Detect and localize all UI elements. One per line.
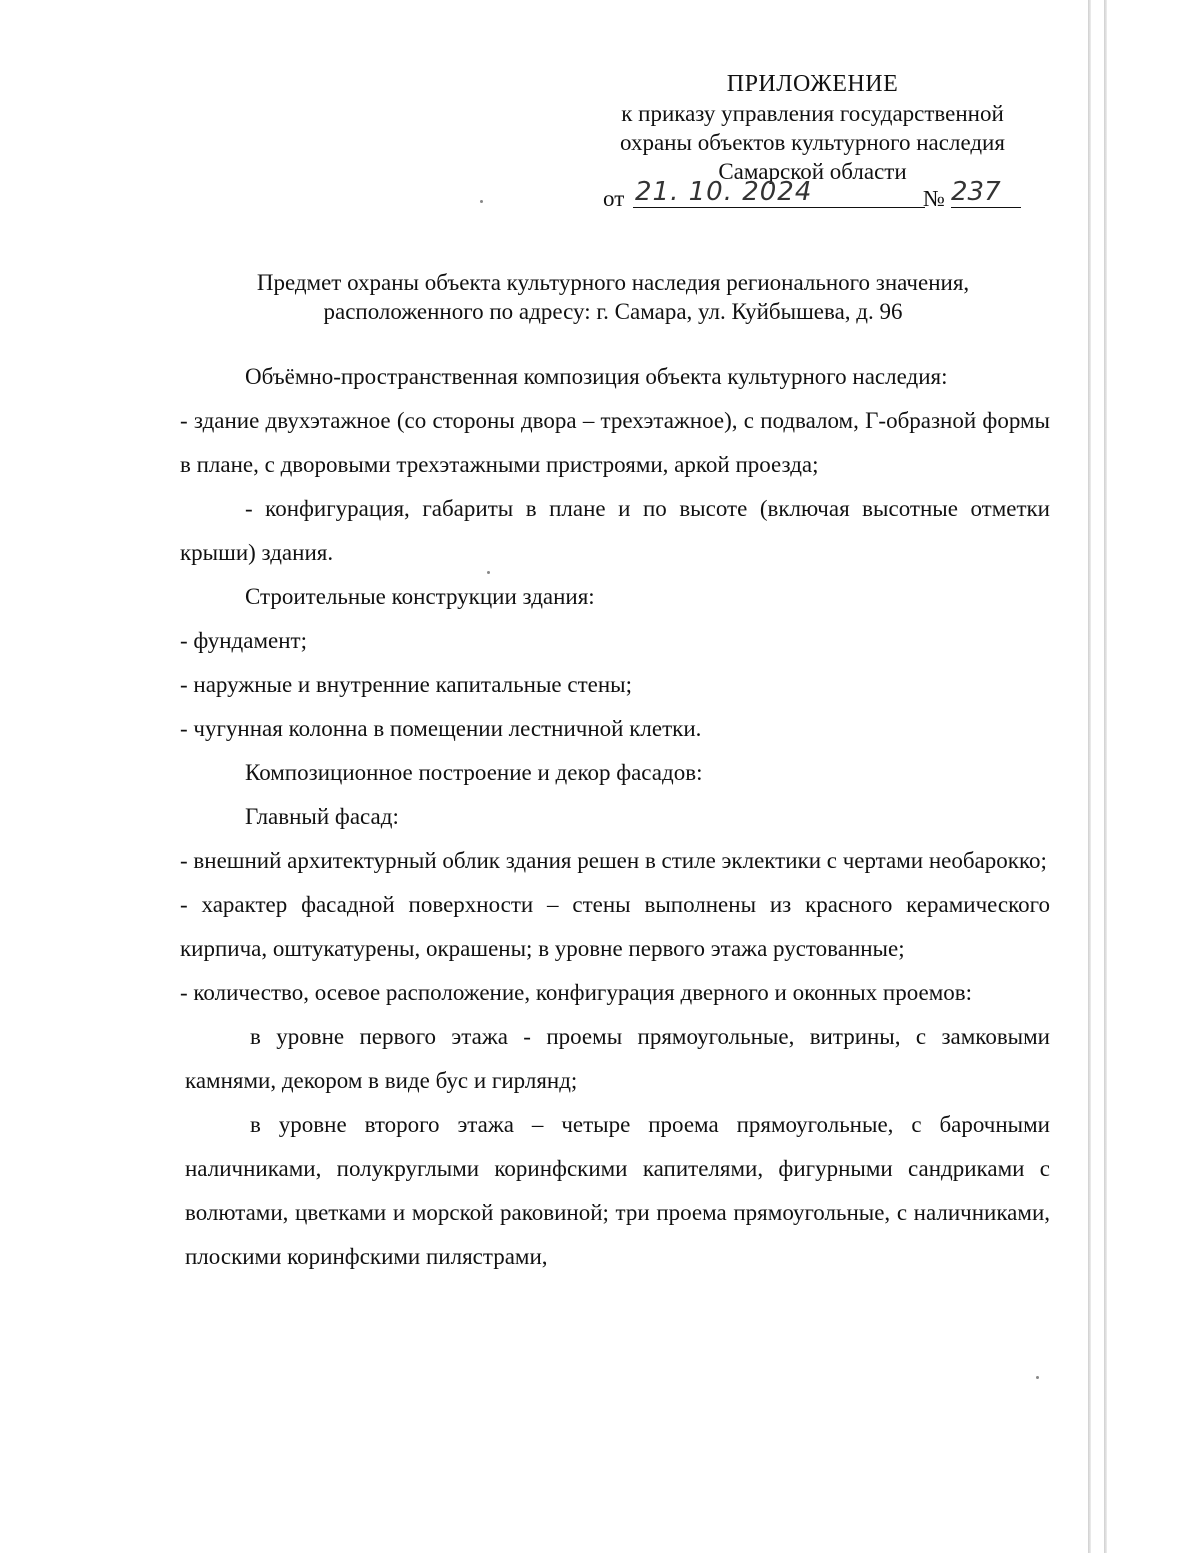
scan-speck xyxy=(1036,1376,1039,1379)
order-date-number xyxy=(603,177,1023,213)
paragraph-openings: - количество, осевое расположение, конфигурация дверного и оконных проемов: xyxy=(180,980,973,1005)
list-item-column: - чугунная колонна в помещении лестничной клетки. xyxy=(180,716,702,741)
appendix-title: ПРИЛОЖЕНИЕ xyxy=(726,71,899,97)
date-prefix: от xyxy=(603,186,625,211)
list-item-foundation: - фундамент; xyxy=(180,628,307,653)
appendix-line-2: охраны объектов культурного наследия xyxy=(620,130,1005,155)
page-edge-right xyxy=(1104,0,1107,1553)
scan-speck xyxy=(480,200,483,203)
paragraph-configuration: - конфигурация, габариты в плане и по высоте (включая высотные отметки крыши) здания. xyxy=(180,496,1050,565)
paragraph-style: - внешний архитектурный облик здания решен в стиле эклектики с чертами необарокко; xyxy=(180,848,1047,873)
paragraph-building-form: - здание двухэтажное (со стороны двора – трехэтажное), с подвалом, Г-образной формы в плане, с дворовыми трехэтажными пристроями, аркой проезда; xyxy=(180,408,1050,477)
paragraph-spatial-heading: Объёмно-пространственная композиция объекта культурного наследия: xyxy=(245,364,948,389)
paragraph-surface: - характер фасадной поверхности – стены выполнены из красного керамического кирпича, оштукатурены, окрашены; в уровне первого этажа рустованные; xyxy=(180,892,1050,961)
paragraph-main-facade-heading: Главный фасад: xyxy=(245,804,399,829)
document-body xyxy=(180,355,1050,1279)
paragraph-second-floor: в уровне второго этажа – четыре проема прямоугольные, с барочными наличниками, полукруглыми коринфскими капителями, фигурными сандриками с волютами, цветками и морской раковиной; три проема прямоугольные, с наличниками, плоскими коринфскими пилястрами, xyxy=(185,1112,1050,1269)
heading-line-2: расположенного по адресу: г. Самара, ул. Куйбышева, д. 96 xyxy=(323,299,903,324)
list-item-walls: - наружные и внутренние капитальные стены; xyxy=(180,672,632,697)
appendix-header xyxy=(585,70,1040,186)
handwritten-number: 237 xyxy=(951,177,1021,208)
heading-line-1: Предмет охраны объекта культурного наследия регионального значения, xyxy=(256,270,970,295)
paragraph-first-floor: в уровне первого этажа - проемы прямоугольные, витрины, с замковыми камнями, декором в виде бус и гирлянд; xyxy=(185,1024,1050,1093)
document-heading xyxy=(180,268,1046,326)
handwritten-date: 21. 10. 2024 xyxy=(633,177,925,208)
scan-speck xyxy=(487,571,490,574)
paragraph-structures-heading: Строительные конструкции здания: xyxy=(245,584,595,609)
appendix-line-1: к приказу управления государственной xyxy=(621,101,1004,126)
page-edge-left xyxy=(1088,0,1091,1553)
number-sign: № xyxy=(923,186,945,211)
appendix-line-3: Самарской области xyxy=(718,159,907,184)
paragraph-facades-heading: Композиционное построение и декор фасадов: xyxy=(245,760,703,785)
